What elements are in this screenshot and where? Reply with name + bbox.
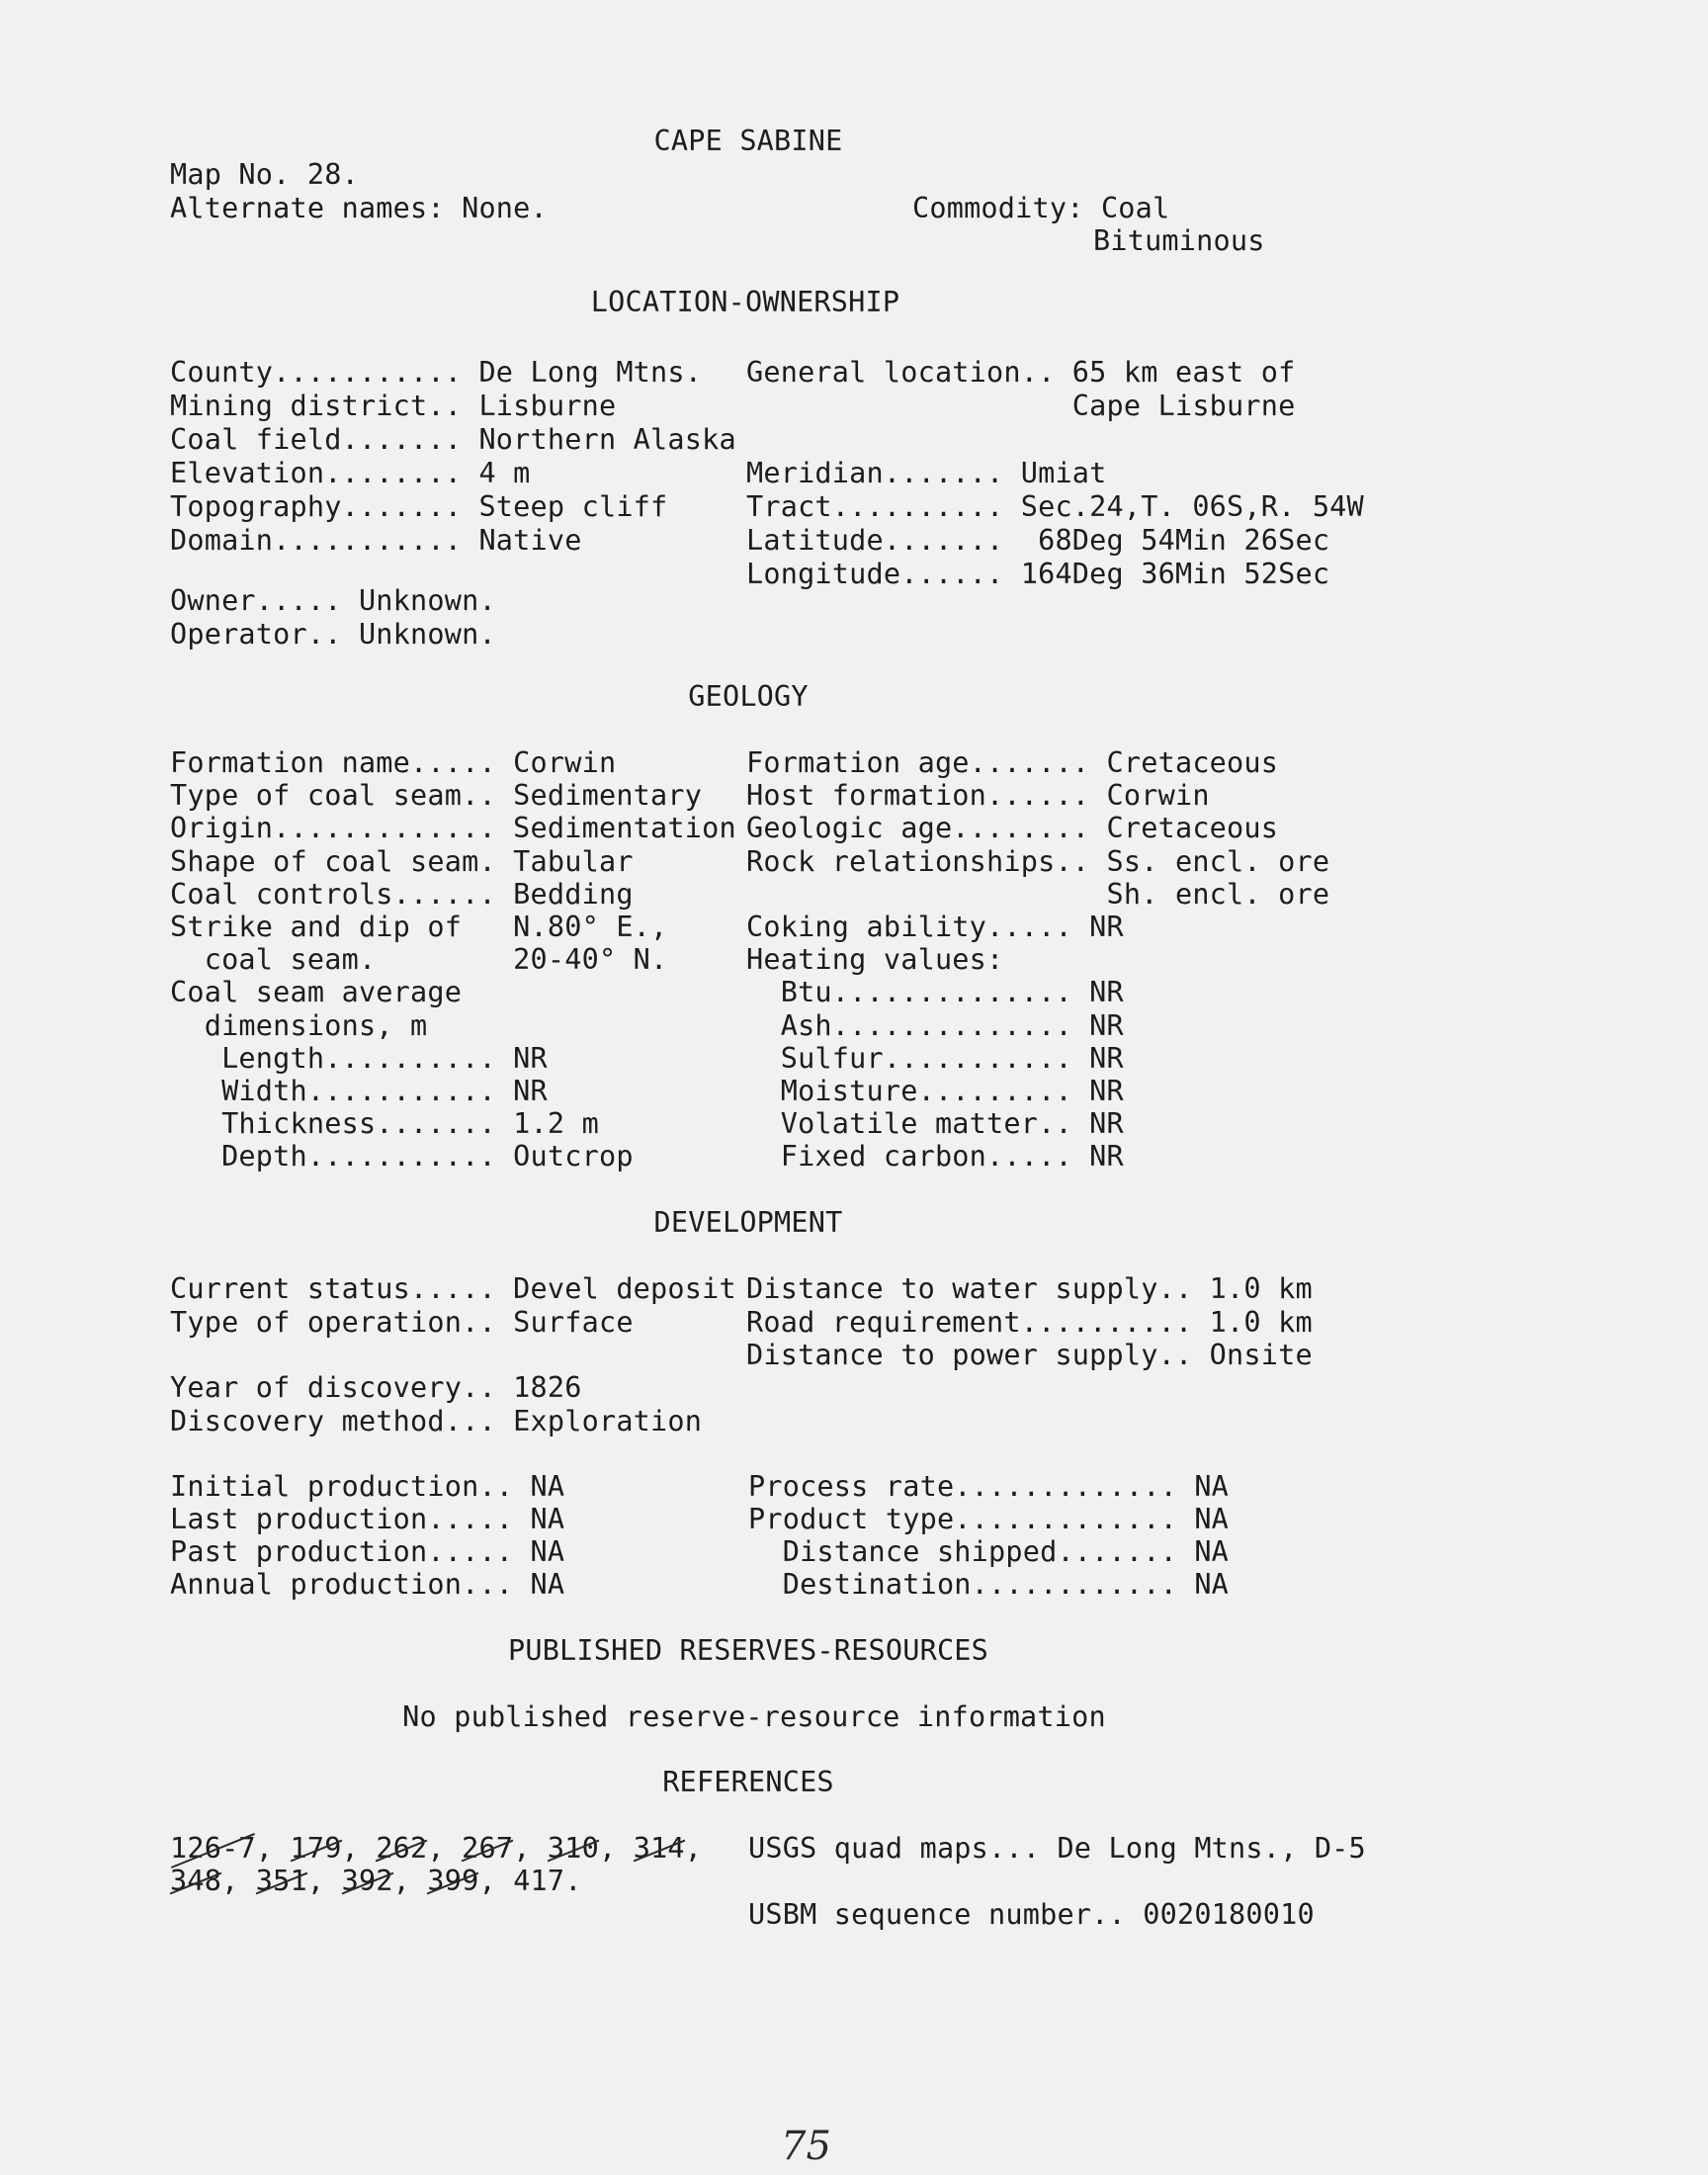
page-number: 75 — [781, 2124, 831, 2169]
production-field: Past production..... NA — [170, 1535, 565, 1568]
development-field: Type of operation.. Surface — [170, 1305, 634, 1339]
geology-field: Rock relationships.. Ss. encl. ore — [746, 844, 1330, 878]
geology-field: Geologic age........ Cretaceous — [746, 812, 1279, 845]
operator: Operator.. Unknown. — [170, 618, 496, 651]
reference-text: , — [341, 1832, 377, 1865]
usbm-sequence-number: USBM sequence number.. 0020180010 — [748, 1898, 1315, 1931]
geology-field: Strike and dip of N.80° E., — [170, 911, 668, 943]
geology-field: Sh. encl. ore — [746, 877, 1330, 911]
geology-field: dimensions, m — [170, 1008, 428, 1042]
struck-reference: 310 — [547, 1832, 599, 1865]
struck-reference: 126-7 — [170, 1832, 256, 1865]
development-field: Discovery method... Exploration — [170, 1405, 703, 1437]
reference-text: , — [478, 1865, 514, 1897]
section-heading-location: LOCATION-OWNERSHIP — [590, 286, 900, 318]
location-field: Meridian....... Umiat — [746, 457, 1107, 489]
geology-field: Coal controls...... Bedding — [170, 877, 634, 911]
location-field: Latitude....... 68Deg 54Min 26Sec — [746, 524, 1330, 557]
usgs-quad-maps: USGS quad maps... De Long Mtns., D-5 — [748, 1832, 1366, 1865]
geology-field: Depth........... Outcrop — [170, 1140, 634, 1174]
development-field: Road requirement.......... 1.0 km — [746, 1305, 1313, 1339]
section-heading-references: REFERENCES — [662, 1766, 834, 1798]
development-field: Distance to power supply.. Onsite — [746, 1339, 1313, 1371]
struck-reference: 314 — [633, 1832, 685, 1865]
reference-text: 417. — [513, 1865, 582, 1897]
geology-field: Coking ability..... NR — [746, 911, 1124, 943]
struck-reference: 399 — [427, 1865, 479, 1897]
reference-text: , — [598, 1832, 634, 1865]
development-field: Current status..... Devel deposit — [170, 1272, 736, 1305]
struck-reference: 351 — [255, 1865, 307, 1897]
commodity-type: Bituminous — [1093, 224, 1265, 257]
production-field: Distance shipped....... NA — [748, 1535, 1230, 1568]
page-title: CAPE SABINE — [653, 125, 843, 157]
reference-numbers-line-2 — [170, 1865, 582, 1898]
geology-field: Thickness....... 1.2 m — [170, 1107, 599, 1141]
alternate-names: Alternate names: None. — [170, 192, 548, 224]
commodity: Commodity: Coal — [912, 192, 1170, 224]
section-heading-reserves: PUBLISHED RESERVES-RESOURCES — [507, 1634, 989, 1667]
reference-text: , — [255, 1832, 291, 1865]
geology-field: Sulfur........... NR — [746, 1041, 1124, 1075]
geology-field: Coal seam average — [170, 976, 463, 1009]
production-field: Annual production... NA — [170, 1568, 565, 1601]
struck-reference: 262 — [376, 1832, 428, 1865]
map-number: Map No. 28. — [170, 158, 359, 191]
location-field: Mining district.. Lisburne — [170, 390, 617, 422]
geology-field: Origin............. Sedimentation — [170, 812, 736, 845]
reference-text: , — [684, 1832, 703, 1865]
struck-reference: 267 — [462, 1832, 514, 1865]
owner: Owner..... Unknown. — [170, 584, 496, 617]
struck-reference: 348 — [170, 1865, 222, 1897]
geology-field: Host formation...... Corwin — [746, 779, 1210, 813]
location-field: Domain........... Native — [170, 524, 582, 557]
development-field: Distance to water supply.. 1.0 km — [746, 1272, 1313, 1305]
geology-field: Heating values: — [746, 943, 1004, 977]
reference-numbers-line-1 — [170, 1832, 702, 1866]
production-field: Last production..... NA — [170, 1503, 565, 1535]
production-field: Initial production.. NA — [170, 1470, 565, 1503]
geology-field: Width........... NR — [170, 1075, 548, 1107]
section-heading-development: DEVELOPMENT — [653, 1206, 843, 1239]
location-field: Cape Lisburne — [746, 390, 1296, 422]
section-heading-geology: GEOLOGY — [688, 680, 809, 713]
location-field: Coal field....... Northern Alaska — [170, 423, 736, 456]
geology-field: coal seam. 20-40° N. — [170, 943, 668, 977]
reserves-text: No published reserve-resource information — [402, 1700, 1106, 1733]
geology-field: Shape of coal seam. Tabular — [170, 844, 634, 878]
reference-text: , — [513, 1832, 548, 1865]
geology-field: Volatile matter.. NR — [746, 1107, 1124, 1141]
location-field: County........... De Long Mtns. — [170, 356, 703, 389]
geology-field: Fixed carbon..... NR — [746, 1140, 1124, 1174]
location-field: Tract.......... Sec.24,T. 06S,R. 54W — [746, 490, 1364, 523]
geology-field: Formation age....... Cretaceous — [746, 746, 1279, 779]
geology-field: Length.......... NR — [170, 1041, 548, 1075]
reference-text: , — [392, 1865, 428, 1897]
geology-field: Type of coal seam.. Sedimentary — [170, 779, 703, 813]
geology-field: Moisture......... NR — [746, 1075, 1124, 1107]
reference-text: , — [221, 1865, 256, 1897]
reference-text: , — [427, 1832, 463, 1865]
production-field: Destination............ NA — [748, 1568, 1230, 1601]
location-field: Longitude...... 164Deg 36Min 52Sec — [746, 558, 1330, 590]
reference-text: , — [306, 1865, 342, 1897]
location-field: Topography....... Steep cliff — [170, 490, 668, 523]
geology-field: Ash.............. NR — [746, 1008, 1124, 1042]
geology-field: Formation name..... Corwin — [170, 746, 617, 779]
production-field: Product type............. NA — [748, 1503, 1230, 1535]
location-field: Elevation........ 4 m — [170, 457, 531, 489]
geology-field: Btu.............. NR — [746, 976, 1124, 1009]
production-field: Process rate............. NA — [748, 1470, 1230, 1503]
location-field: General location.. 65 km east of — [746, 356, 1296, 389]
development-field: Year of discovery.. 1826 — [170, 1371, 582, 1404]
struck-reference: 179 — [290, 1832, 342, 1865]
struck-reference: 392 — [341, 1865, 393, 1897]
